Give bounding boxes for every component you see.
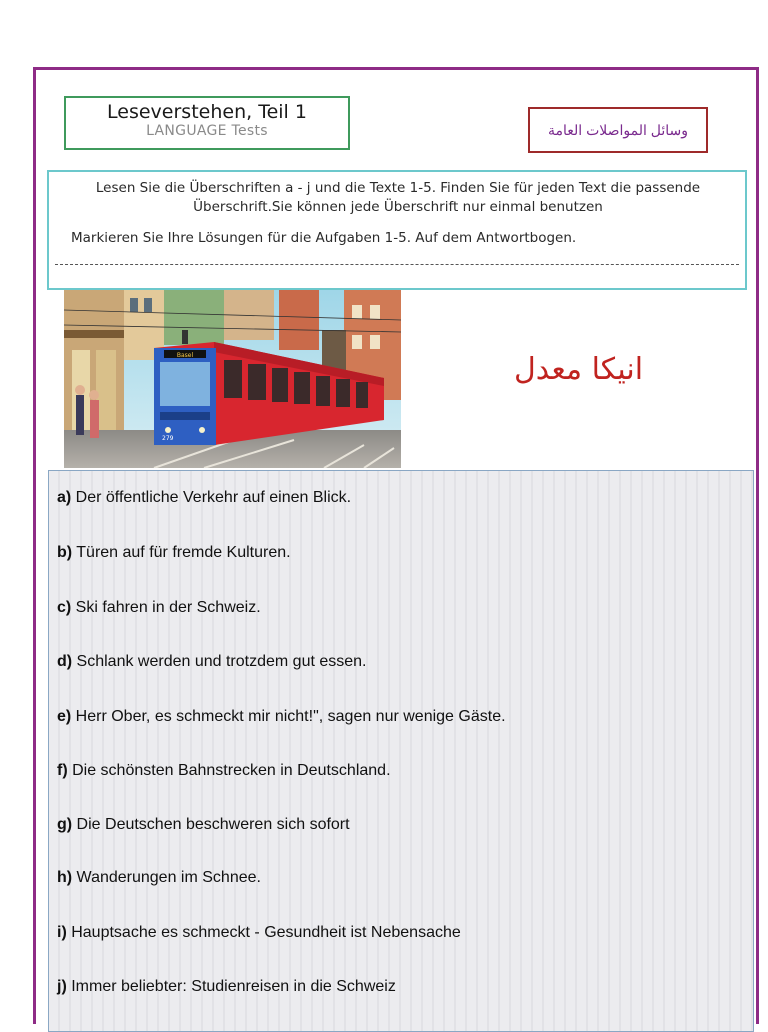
heading-letter: e)	[57, 708, 72, 725]
instructions-box	[47, 170, 747, 290]
topic-label: وسائل المواصلات العامة	[548, 121, 689, 138]
tram-destination-sign: Basel	[176, 352, 194, 359]
worksheet-page	[33, 67, 759, 1024]
heading-letter: d)	[57, 653, 73, 670]
heading-item-b	[57, 544, 291, 562]
heading-text: Schlank werden und trotzdem gut essen.	[72, 653, 367, 670]
heading-item-e	[57, 708, 506, 726]
heading-text: Die Deutschen beschweren sich sofort	[72, 816, 350, 833]
page-title: Leseverstehen, Teil 1	[107, 101, 307, 123]
heading-letter: i)	[57, 924, 67, 941]
instructions-line-1: Lesen Sie die Überschriften a - j und die Texte 1-5. Finden Sie für jeden Text die passende Überschrift.Sie können jede Überschrift nur einmal benutzen	[95, 180, 701, 215]
heading-item-j	[57, 978, 396, 996]
heading-letter: f)	[57, 762, 68, 779]
title-box	[64, 96, 350, 150]
dashed-divider	[55, 264, 739, 265]
heading-item-c	[57, 599, 261, 617]
tram-photo	[64, 290, 401, 468]
heading-letter: a)	[57, 489, 72, 506]
topic-box	[528, 107, 708, 153]
heading-item-i	[57, 924, 461, 942]
instructions-line-2: Markieren Sie Ihre Lösungen für die Aufgaben 1-5. Auf dem Antwortbogen.	[71, 230, 577, 246]
heading-text: Immer beliebter: Studienreisen in die Schweiz	[66, 978, 396, 995]
headings-list	[48, 470, 754, 1032]
heading-item-a	[57, 489, 351, 507]
heading-letter: g)	[57, 816, 73, 833]
heading-text: Herr Ober, es schmeckt mir nicht!", sagen nur wenige Gäste.	[71, 708, 506, 725]
tram-number: 279	[162, 435, 174, 442]
heading-text: Hauptsache es schmeckt - Gesundheit ist Nebensache	[66, 924, 461, 941]
author-name: انيكا معدل	[514, 352, 644, 387]
heading-text: Die schönsten Bahnstrecken in Deutschland.	[67, 762, 391, 779]
heading-item-f	[57, 762, 391, 780]
heading-text: Der öffentliche Verkehr auf einen Blick.	[71, 489, 352, 506]
heading-letter: c)	[57, 599, 72, 616]
heading-text: Türen auf für fremde Kulturen.	[72, 544, 291, 561]
heading-item-d	[57, 653, 367, 671]
heading-text: Ski fahren in der Schweiz.	[71, 599, 261, 616]
heading-item-h	[57, 869, 261, 887]
page-subtitle: LANGUAGE Tests	[146, 123, 268, 139]
heading-letter: b)	[57, 544, 73, 561]
heading-text: Wanderungen im Schnee.	[72, 869, 261, 886]
tram-illustration	[64, 290, 401, 468]
heading-letter: h)	[57, 869, 73, 886]
heading-item-g	[57, 816, 350, 834]
heading-letter: j)	[57, 978, 67, 995]
